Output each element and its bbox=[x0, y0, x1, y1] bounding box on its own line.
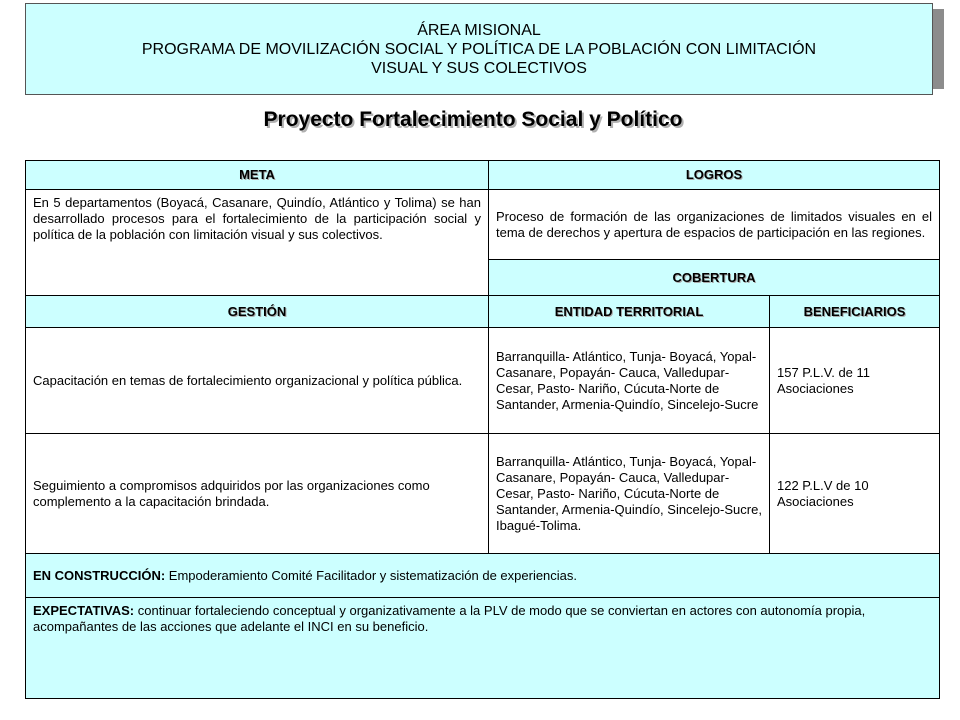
construccion-text: Empoderamiento Comité Facilitador y sistematización de experiencias. bbox=[165, 567, 578, 583]
beneficiarios-cell: 157 P.L.V. de 11 Asociaciones bbox=[770, 328, 940, 434]
entidad-header: ENTIDAD TERRITORIAL bbox=[489, 296, 770, 328]
project-table bbox=[25, 160, 940, 699]
entidad-cell: Barranquilla- Atlántico, Tunja- Boyacá, Yopal-Casanare, Popayán- Cauca, Valledupar- Cesar, Pasto- Nariño, Cúcuta-Norte de Santander, Armenia-Quindío, Sincelejo-Sucre bbox=[489, 328, 770, 434]
gestion-cell: Seguimiento a compromisos adquiridos por las organizaciones como complemento a la capacitación brindada. bbox=[26, 434, 489, 554]
expectativas-label: EXPECTATIVAS: bbox=[33, 603, 135, 618]
expectativas-cell bbox=[26, 598, 940, 699]
cobertura-header: COBERTURA bbox=[489, 260, 940, 296]
expectativas-row bbox=[26, 598, 940, 699]
table-row bbox=[26, 328, 940, 434]
meta-logros-row bbox=[26, 190, 940, 260]
meta-text: En 5 departamentos (Boyacá, Casanare, Quindío, Atlántico y Tolima) se han desarrollado procesos para el fortalecimiento de la participación social y política de la población con limitación visual y sus colectivos. bbox=[26, 190, 489, 296]
expectativas-text: continuar fortaleciendo conceptual y organizativamente a la PLV de modo que se conviertan en actores con autonomía propia, acompañantes de las acciones que adelante el INCI en su beneficio. bbox=[33, 603, 866, 634]
logros-header: LOGROS bbox=[489, 161, 940, 190]
banner-line-2: PROGRAMA DE MOVILIZACIÓN SOCIAL Y POLÍTICA DE LA POBLACIÓN CON LIMITACIÓN bbox=[141, 40, 817, 58]
meta-header: META bbox=[26, 161, 489, 190]
construccion-row bbox=[26, 554, 940, 598]
beneficiarios-cell: 122 P.L.V de 10 Asociaciones bbox=[770, 434, 940, 554]
gestion-cell: Capacitación en temas de fortalecimiento organizacional y política pública. bbox=[26, 328, 489, 434]
table-row bbox=[26, 434, 940, 554]
banner-line-3: VISUAL Y SUS COLECTIVOS bbox=[371, 59, 587, 77]
header-banner bbox=[25, 3, 933, 95]
banner-line-1: ÁREA MISIONAL bbox=[417, 21, 541, 39]
gestion-header-row bbox=[26, 296, 940, 328]
construccion-cell bbox=[26, 554, 940, 598]
construccion-label: EN CONSTRUCCIÓN: bbox=[33, 567, 166, 583]
page-title: Proyecto Fortalecimiento Social y Político bbox=[263, 108, 683, 131]
beneficiarios-header: BENEFICIARIOS bbox=[770, 296, 940, 328]
entidad-cell: Barranquilla- Atlántico, Tunja- Boyacá, Yopal-Casanare, Popayán- Cauca, Valledupar- Cesar, Pasto- Nariño, Cúcuta-Norte de Santander, Armenia-Quindío, Sincelejo-Sucre, Ibagué-Tolima. bbox=[489, 434, 770, 554]
table-header-row bbox=[26, 161, 940, 190]
logros-text: Proceso de formación de las organizaciones de limitados visuales en el tema de derechos y apertura de espacios de participación en las regiones. bbox=[489, 190, 940, 260]
gestion-header: GESTIÓN bbox=[26, 296, 489, 328]
